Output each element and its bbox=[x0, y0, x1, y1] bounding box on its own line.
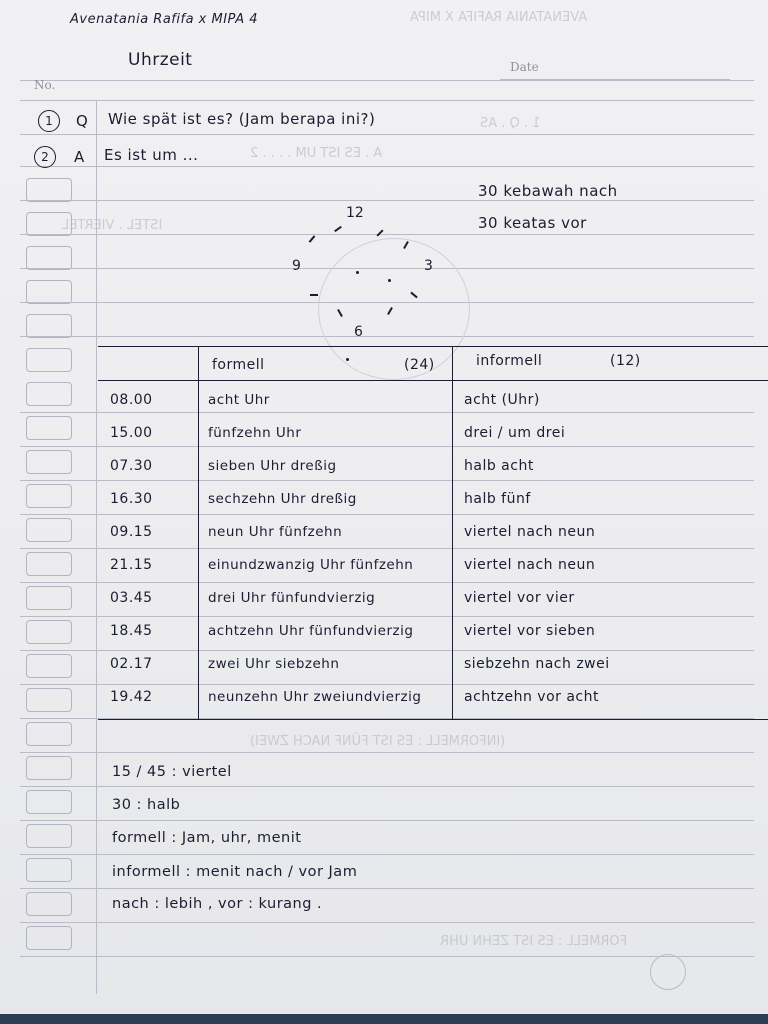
table-surface bbox=[0, 1014, 768, 1024]
ruled-line bbox=[20, 446, 754, 447]
margin-checkbox bbox=[26, 892, 72, 916]
time-cell: 18.45 bbox=[110, 623, 153, 639]
clock-tick bbox=[376, 229, 383, 236]
question-tag: Q bbox=[76, 112, 89, 130]
margin-checkbox bbox=[26, 586, 72, 610]
informal-cell: viertel nach neun bbox=[464, 524, 596, 540]
ruled-line bbox=[20, 480, 754, 481]
note-line: formell : Jam, uhr, menit bbox=[112, 830, 302, 846]
table-divider bbox=[452, 346, 453, 720]
margin-checkbox bbox=[26, 382, 72, 406]
ruled-line bbox=[20, 616, 754, 617]
margin-checkbox bbox=[26, 246, 72, 270]
bleed-through-text: A . ES IST UM . . . . 2 bbox=[250, 146, 383, 161]
margin-checkbox bbox=[26, 858, 72, 882]
bleed-through-text: FORMELL : ES IST ZEHN UHR bbox=[440, 934, 628, 949]
formal-cell: sieben Uhr dreßig bbox=[208, 458, 337, 474]
answer-text: Es ist um ... bbox=[104, 146, 199, 164]
formal-cell: fünfzehn Uhr bbox=[208, 425, 302, 441]
ruled-line bbox=[20, 684, 754, 685]
margin-checkbox bbox=[26, 722, 72, 746]
formal-cell: neunzehn Uhr zweiundvierzig bbox=[208, 689, 422, 705]
question-text: Wie spät ist es? (Jam berapa ini?) bbox=[108, 110, 376, 128]
formal-cell: neun Uhr fünfzehn bbox=[208, 524, 343, 540]
margin-checkbox bbox=[26, 518, 72, 542]
time-cell: 15.00 bbox=[110, 425, 153, 441]
informal-cell: halb acht bbox=[464, 458, 534, 474]
time-cell: 03.45 bbox=[110, 590, 153, 606]
formal-cell: achtzehn Uhr fünfundvierzig bbox=[208, 623, 414, 639]
time-cell: 07.30 bbox=[110, 458, 153, 474]
ruled-line bbox=[20, 786, 754, 787]
ruled-line bbox=[20, 234, 754, 235]
clock-mark-dot bbox=[356, 271, 359, 274]
margin-checkbox bbox=[26, 620, 72, 644]
formal-cell: sechzehn Uhr dreßig bbox=[208, 491, 357, 507]
clock-tick bbox=[309, 235, 316, 242]
informal-cell: viertel vor vier bbox=[464, 590, 575, 606]
clock-number-9: 9 bbox=[292, 258, 301, 274]
margin-checkbox bbox=[26, 314, 72, 338]
time-cell: 16.30 bbox=[110, 491, 153, 507]
informal-header-tag: (12) bbox=[610, 353, 641, 369]
ruled-line bbox=[20, 200, 754, 201]
ruled-line bbox=[20, 100, 754, 101]
ruled-line bbox=[20, 166, 754, 167]
clock-faint-circle bbox=[318, 238, 470, 380]
formal-header: formell bbox=[212, 357, 265, 373]
margin-checkbox bbox=[26, 416, 72, 440]
formal-cell: drei Uhr fünfundvierzig bbox=[208, 590, 376, 606]
question-number-1: 1 bbox=[38, 110, 60, 132]
ruled-line bbox=[20, 922, 754, 923]
margin-line bbox=[96, 100, 97, 994]
clock-number-3: 3 bbox=[424, 258, 433, 274]
ruled-line bbox=[20, 514, 754, 515]
informal-cell: siebzehn nach zwei bbox=[464, 656, 610, 672]
informal-cell: halb fünf bbox=[464, 491, 531, 507]
bleed-through-text: (INFORMELL : ES IST FÜNF NACH ZWEI) bbox=[250, 734, 506, 749]
date-label: Date bbox=[510, 60, 539, 74]
side-note-vor: 30 keatas vor bbox=[478, 214, 587, 232]
margin-checkbox bbox=[26, 280, 72, 304]
clock-tick bbox=[310, 294, 318, 296]
formal-cell: zwei Uhr siebzehn bbox=[208, 656, 340, 672]
time-cell: 09.15 bbox=[110, 524, 153, 540]
time-cell: 19.42 bbox=[110, 689, 153, 705]
time-cell: 08.00 bbox=[110, 392, 153, 408]
clock-number-6: 6 bbox=[354, 324, 363, 340]
note-line: informell : menit nach / vor Jam bbox=[112, 864, 358, 880]
clock-number-12: 12 bbox=[346, 205, 364, 221]
ruled-line bbox=[20, 412, 754, 413]
answer-number-2: 2 bbox=[34, 146, 56, 168]
bleed-through-text: AVENATANIA RAFIFA X MIPA bbox=[410, 10, 588, 25]
notebook-logo-stamp bbox=[650, 954, 686, 990]
margin-checkbox bbox=[26, 178, 72, 202]
margin-checkbox bbox=[26, 484, 72, 508]
time-cell: 02.17 bbox=[110, 656, 153, 672]
date-line bbox=[500, 79, 730, 80]
informal-cell: drei / um drei bbox=[464, 425, 566, 441]
ruled-line bbox=[20, 582, 754, 583]
formal-cell: einundzwanzig Uhr fünfzehn bbox=[208, 557, 414, 573]
table-divider bbox=[198, 346, 199, 720]
formal-header-tag: (24) bbox=[404, 357, 435, 373]
margin-checkbox bbox=[26, 926, 72, 950]
clock-tick bbox=[334, 226, 342, 232]
clock-mark-dot bbox=[346, 358, 349, 361]
bleed-through-text: 1 . Q . AS bbox=[480, 116, 541, 131]
margin-checkbox bbox=[26, 824, 72, 848]
note-line: nach : lebih , vor : kurang . bbox=[112, 896, 323, 912]
informal-header: informell bbox=[476, 353, 543, 369]
margin-checkbox bbox=[26, 688, 72, 712]
ruled-line bbox=[20, 752, 754, 753]
margin-checkbox bbox=[26, 552, 72, 576]
margin-checkbox bbox=[26, 654, 72, 678]
student-name: Avenatania Rafifa x MIPA 4 bbox=[70, 12, 259, 27]
margin-checkbox bbox=[26, 756, 72, 780]
informal-cell: viertel nach neun bbox=[464, 557, 596, 573]
ruled-line bbox=[20, 134, 754, 135]
informal-cell: acht (Uhr) bbox=[464, 392, 540, 408]
time-cell: 21.15 bbox=[110, 557, 153, 573]
ruled-line bbox=[20, 650, 754, 651]
informal-cell: viertel vor sieben bbox=[464, 623, 596, 639]
margin-checkbox bbox=[26, 790, 72, 814]
ruled-line bbox=[20, 820, 754, 821]
formal-cell: acht Uhr bbox=[208, 392, 270, 408]
ruled-line bbox=[20, 80, 754, 81]
side-note-nach: 30 kebawah nach bbox=[478, 182, 618, 200]
note-line: 30 : halb bbox=[112, 797, 181, 813]
ruled-line bbox=[20, 888, 754, 889]
ruled-line bbox=[20, 854, 754, 855]
no-label: No. bbox=[34, 78, 56, 92]
clock-mark-dot bbox=[388, 279, 391, 282]
informal-cell: achtzehn vor acht bbox=[464, 689, 599, 705]
note-line: 15 / 45 : viertel bbox=[112, 764, 232, 780]
bleed-through-text: ISTEL . VIERTEL bbox=[62, 218, 163, 233]
margin-checkbox bbox=[26, 450, 72, 474]
ruled-line bbox=[20, 956, 754, 957]
answer-tag: A bbox=[74, 148, 85, 166]
margin-checkbox bbox=[26, 348, 72, 372]
page-title: Uhrzeit bbox=[128, 50, 193, 70]
ruled-line bbox=[20, 548, 754, 549]
